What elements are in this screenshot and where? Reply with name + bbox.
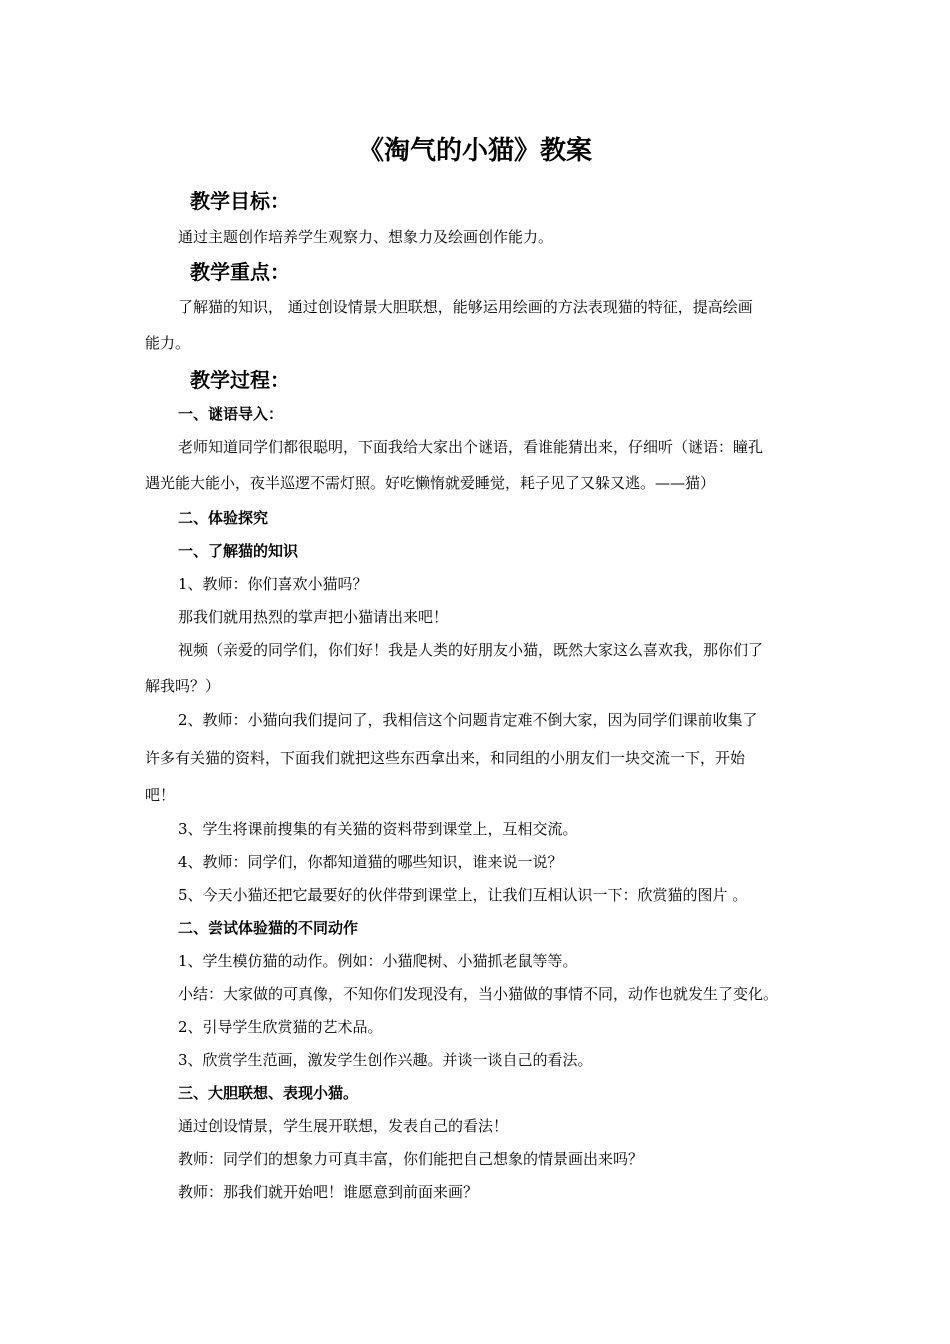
sub2-line: 1、学生模仿猫的动作。例如：小猫爬树、小猫抓老鼠等等。 bbox=[178, 952, 578, 970]
goals-heading: 教学目标： bbox=[190, 189, 290, 213]
part1-line: 老师知道同学们都很聪明，下面我给大家出个谜语，看谁能猜出来，仔细听（谜语：瞳孔 bbox=[178, 438, 764, 456]
sub1-line: 4、教师：同学们，你都知道猫的哪些知识，谁来说一说？ bbox=[178, 853, 563, 871]
sub3-heading: 三、大胆联想、表现小猫。 bbox=[178, 1084, 359, 1102]
sub2-line: 小结：大家做的可真像，不知你们发现没有，当小猫做的事情不同，动作也就发生了变化。 bbox=[178, 985, 779, 1003]
sub1-line: 许多有关猫的资料，下面我们就把这些东西拿出来，和同组的小朋友们一块交流一下，开始 bbox=[145, 749, 746, 767]
sub2-heading: 二、尝试体验猫的不同动作 bbox=[178, 919, 359, 937]
sub3-line: 通过创设情景，学生展开联想，发表自己的看法！ bbox=[178, 1117, 509, 1135]
sub2-line: 3、欣赏学生范画，激发学生创作兴趣。并谈一谈自己的看法。 bbox=[178, 1051, 593, 1069]
document-title: 《淘气的小猫》教案 bbox=[357, 136, 592, 166]
sub1-heading: 一、了解猫的知识 bbox=[178, 542, 299, 560]
sub1-line: 那我们就用热烈的掌声把小猫请出来吧！ bbox=[178, 608, 449, 626]
part1-heading: 一、谜语导入： bbox=[178, 405, 284, 423]
sub1-line: 3、学生将课前搜集的有关猫的资料带到课堂上，互相交流。 bbox=[178, 820, 578, 838]
goals-text: 通过主题创作培养学生观察力、想象力及绘画创作能力。 bbox=[178, 228, 554, 246]
process-heading: 教学过程： bbox=[190, 368, 290, 392]
part2-heading: 二、体验探究 bbox=[178, 509, 269, 527]
sub1-line: 1、教师：你们喜欢小猫吗？ bbox=[178, 575, 368, 593]
sub1-line: 2、教师：小猫向我们提问了，我相信这个问题肯定难不倒大家，因为同学们课前收集了 bbox=[178, 711, 758, 729]
key-points-heading: 教学重点： bbox=[190, 260, 290, 284]
sub3-line: 教师：那我们就开始吧！谁愿意到前面来画？ bbox=[178, 1183, 479, 1201]
key-points-line: 能力。 bbox=[145, 334, 191, 352]
sub1-line: 视频（亲爱的同学们，你们好！我是人类的好朋友小猫，既然大家这么喜欢我，那你们了 bbox=[178, 641, 764, 659]
sub1-line: 解我吗？） bbox=[145, 677, 221, 695]
sub2-line: 2、引导学生欣赏猫的艺术品。 bbox=[178, 1018, 383, 1036]
key-points-line: 了解猫的知识， 通过创设情景大胆联想，能够运用绘画的方法表现猫的特征，提高绘画 bbox=[178, 298, 753, 316]
sub1-line: 5、今天小猫还把它最要好的伙伴带到课堂上，让我们互相认识一下：欣赏猫的图片 。 bbox=[178, 886, 748, 904]
part1-line: 遇光能大能小，夜半巡逻不需灯照。好吃懒惰就爱睡觉，耗子见了又躲又逃。——猫） bbox=[145, 474, 716, 492]
sub1-line: 吧！ bbox=[145, 786, 176, 804]
sub3-line: 教师：同学们的想象力可真丰富，你们能把自己想象的情景画出来吗？ bbox=[178, 1150, 644, 1168]
